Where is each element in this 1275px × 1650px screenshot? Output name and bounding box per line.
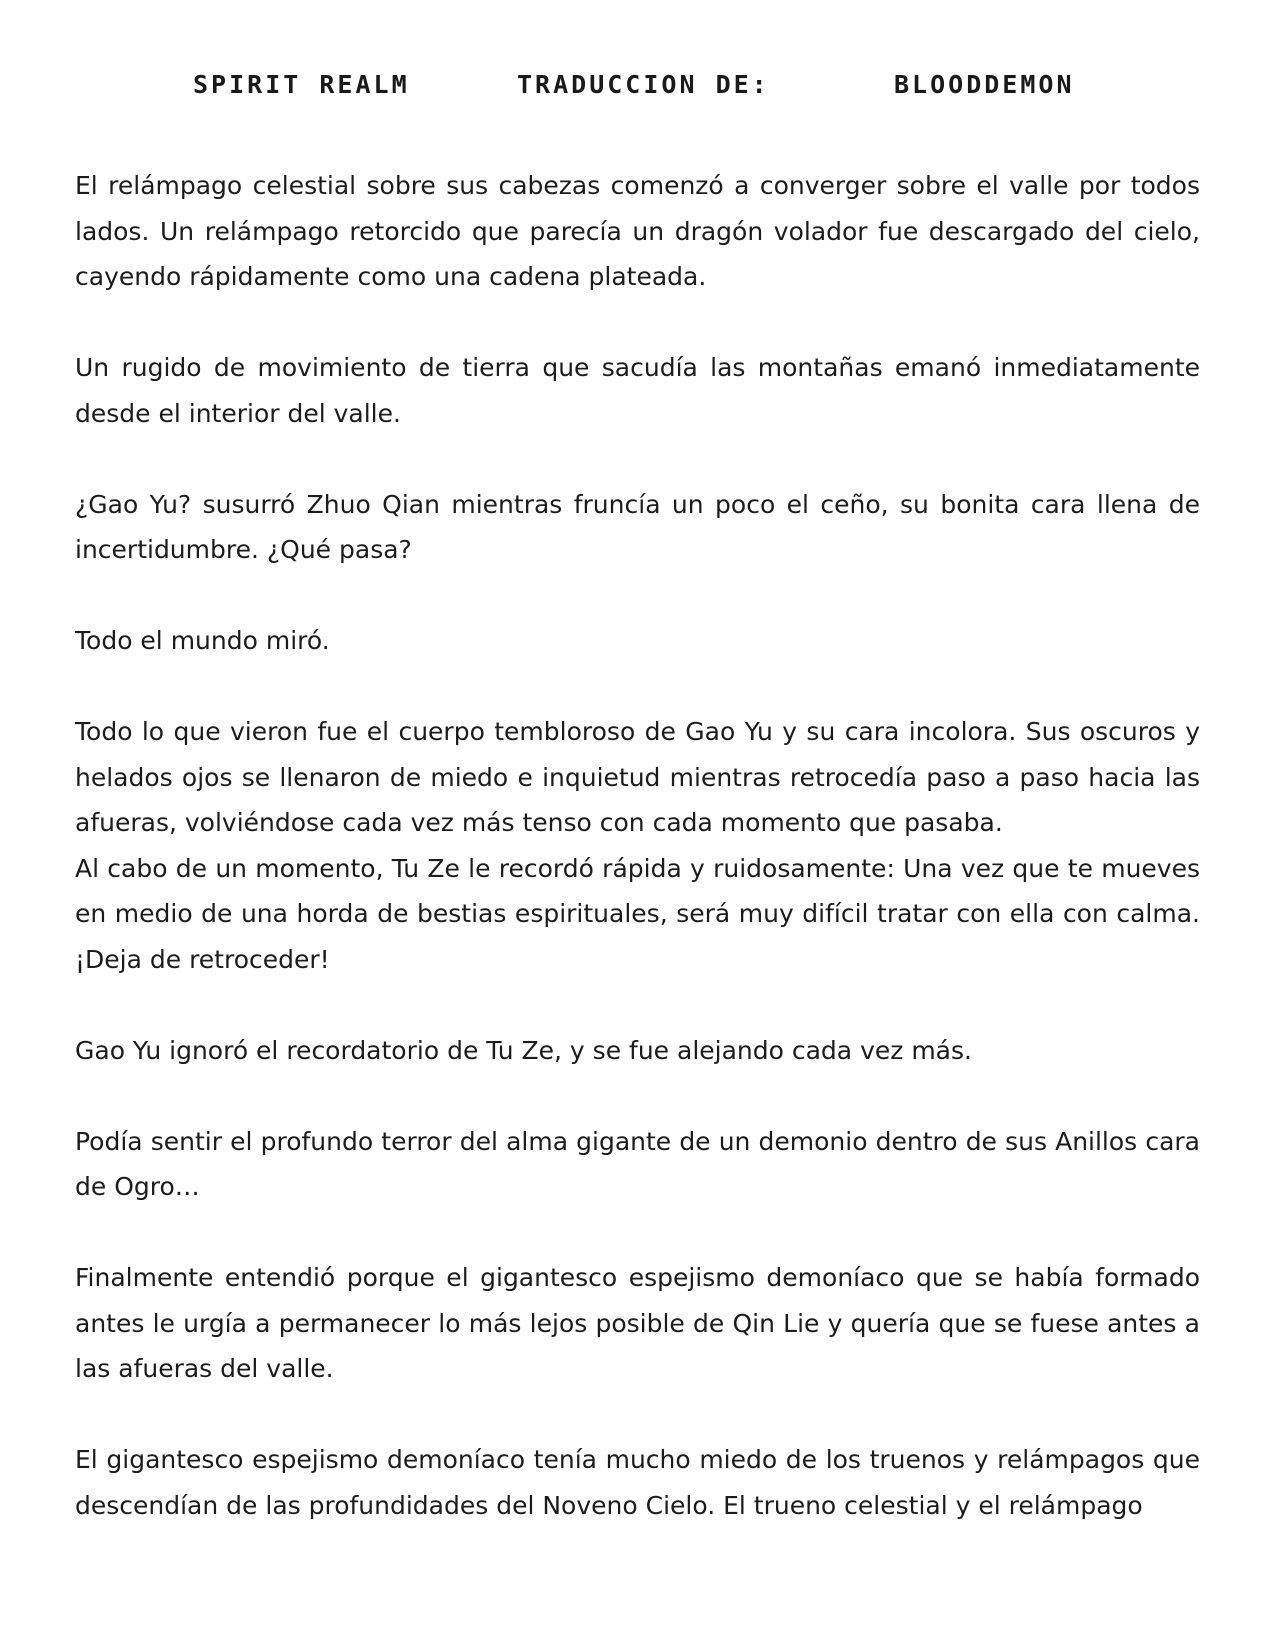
paragraph: Todo lo que vieron fue el cuerpo tembloroso de Gao Yu y su cara incolora. Sus oscuros y helados ojos se llenaron de miedo e inquietud mientras retrocedía paso a paso hacia las afueras, volviéndose cada vez más tenso con cada momento que pasaba. (75, 717, 1200, 837)
header-title: SPIRIT REALM (193, 70, 410, 99)
page-header (0, 70, 1275, 110)
paragraph: ¿Gao Yu? susurró Zhuo Qian mientras fruncía un poco el ceño, su bonita cara llena de incertidumbre. ¿Qué pasa? (75, 489, 1200, 564)
document-body (75, 163, 1200, 1574)
paragraph: Gao Yu ignoró el recordatorio de Tu Ze, y se fue alejando cada vez más. (75, 1035, 972, 1065)
paragraph: El relámpago celestial sobre sus cabezas comenzó a converger sobre el valle por todos lados. Un relámpago retorcido que parecía un dragón volador fue descargado del cielo, cayendo rápidamente como una cadena plateada. (75, 171, 1200, 291)
paragraph: Podía sentir el profundo terror del alma gigante de un demonio dentro de sus Anillos cara de Ogro… (75, 1126, 1200, 1201)
paragraph: Todo el mundo miró. (75, 626, 330, 655)
paragraph: Finalmente entendió porque el gigantesco espejismo demoníaco que se había formado antes le urgía a permanecer lo más lejos posible de Qin Lie y quería que se fuese antes a las afueras del valle. (75, 1263, 1200, 1383)
paragraph: Un rugido de movimiento de tierra que sacudía las montañas emanó inmediatamente desde el interior del valle. (75, 353, 1200, 428)
header-translator: BLOODDEMON (894, 70, 1075, 99)
header-translation-label: TRADUCCION DE: (517, 70, 770, 99)
paragraph: El gigantesco espejismo demoníaco tenía mucho miedo de los truenos y relámpagos que descendían de las profundidades del Noveno Cielo. El trueno celestial y el relámpago (75, 1445, 1200, 1520)
paragraph: Al cabo de un momento, Tu Ze le recordó rápida y ruidosamente: Una vez que te mueves en medio de una horda de bestias espirituales, será muy difícil tratar con ella con calma. ¡Deja de retroceder! (75, 853, 1200, 974)
